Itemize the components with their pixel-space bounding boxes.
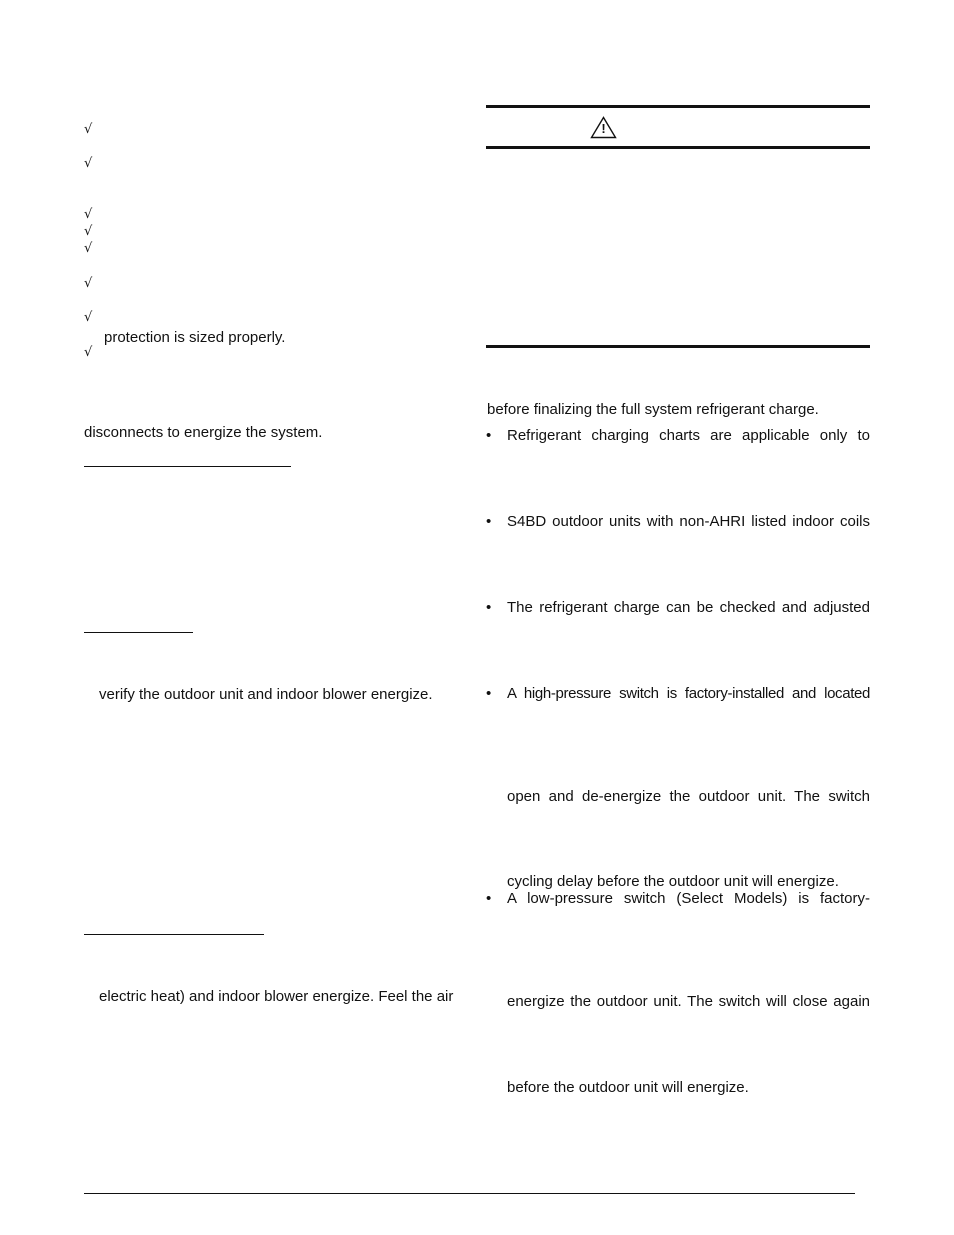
bullet-marker: • [486,427,492,444]
bullet-marker: • [486,890,492,907]
warning-triangle-icon [590,116,617,139]
warning-exclamation: ! [601,121,606,136]
footer-rule [84,1193,855,1194]
warning-header-rule [486,146,870,149]
bullet-item-text: A low-pressure switch (Select Models) is factory- [507,890,870,907]
check-mark: √ [84,345,93,360]
bullet-item-continuation: cycling delay before the outdoor unit will energize. [507,873,839,890]
warning-top-rule [486,105,870,108]
paragraph-line: before finalizing the full system refrigerant charge. [487,401,819,418]
bullet-marker: • [486,685,492,702]
check-mark: √ [84,276,93,291]
paragraph-line: disconnects to energize the system. [84,424,323,441]
check-mark: √ [84,224,93,239]
bullet-marker: • [486,599,492,616]
section-heading-underline [84,466,291,467]
check-mark: √ [84,207,93,222]
checklist-item-text: protection is sized properly. [104,329,286,346]
paragraph-line: electric heat) and indoor blower energize. Feel the air [99,988,454,1005]
bullet-marker: • [486,513,492,530]
bullet-item-text: The refrigerant charge can be checked and adjusted [507,599,870,616]
bullet-item-text: S4BD outdoor units with non-AHRI listed indoor coils [507,513,870,530]
paragraph-line: verify the outdoor unit and indoor blower energize. [99,686,433,703]
check-mark: √ [84,156,93,171]
section-heading-underline [84,632,193,633]
bullet-item-continuation: open and de-energize the outdoor unit. The switch [507,788,870,805]
bullet-item-text: A high-pressure switch is factory-installed and located [507,685,870,702]
bullet-item-text: Refrigerant charging charts are applicable only to [507,427,870,444]
check-mark: √ [84,122,93,137]
section-heading-underline [84,934,264,935]
warning-bottom-rule [486,345,870,348]
check-mark: √ [84,310,93,325]
check-mark: √ [84,241,93,256]
bullet-item-continuation: before the outdoor unit will energize. [507,1079,749,1096]
bullet-item-continuation: energize the outdoor unit. The switch will close again [507,993,870,1010]
